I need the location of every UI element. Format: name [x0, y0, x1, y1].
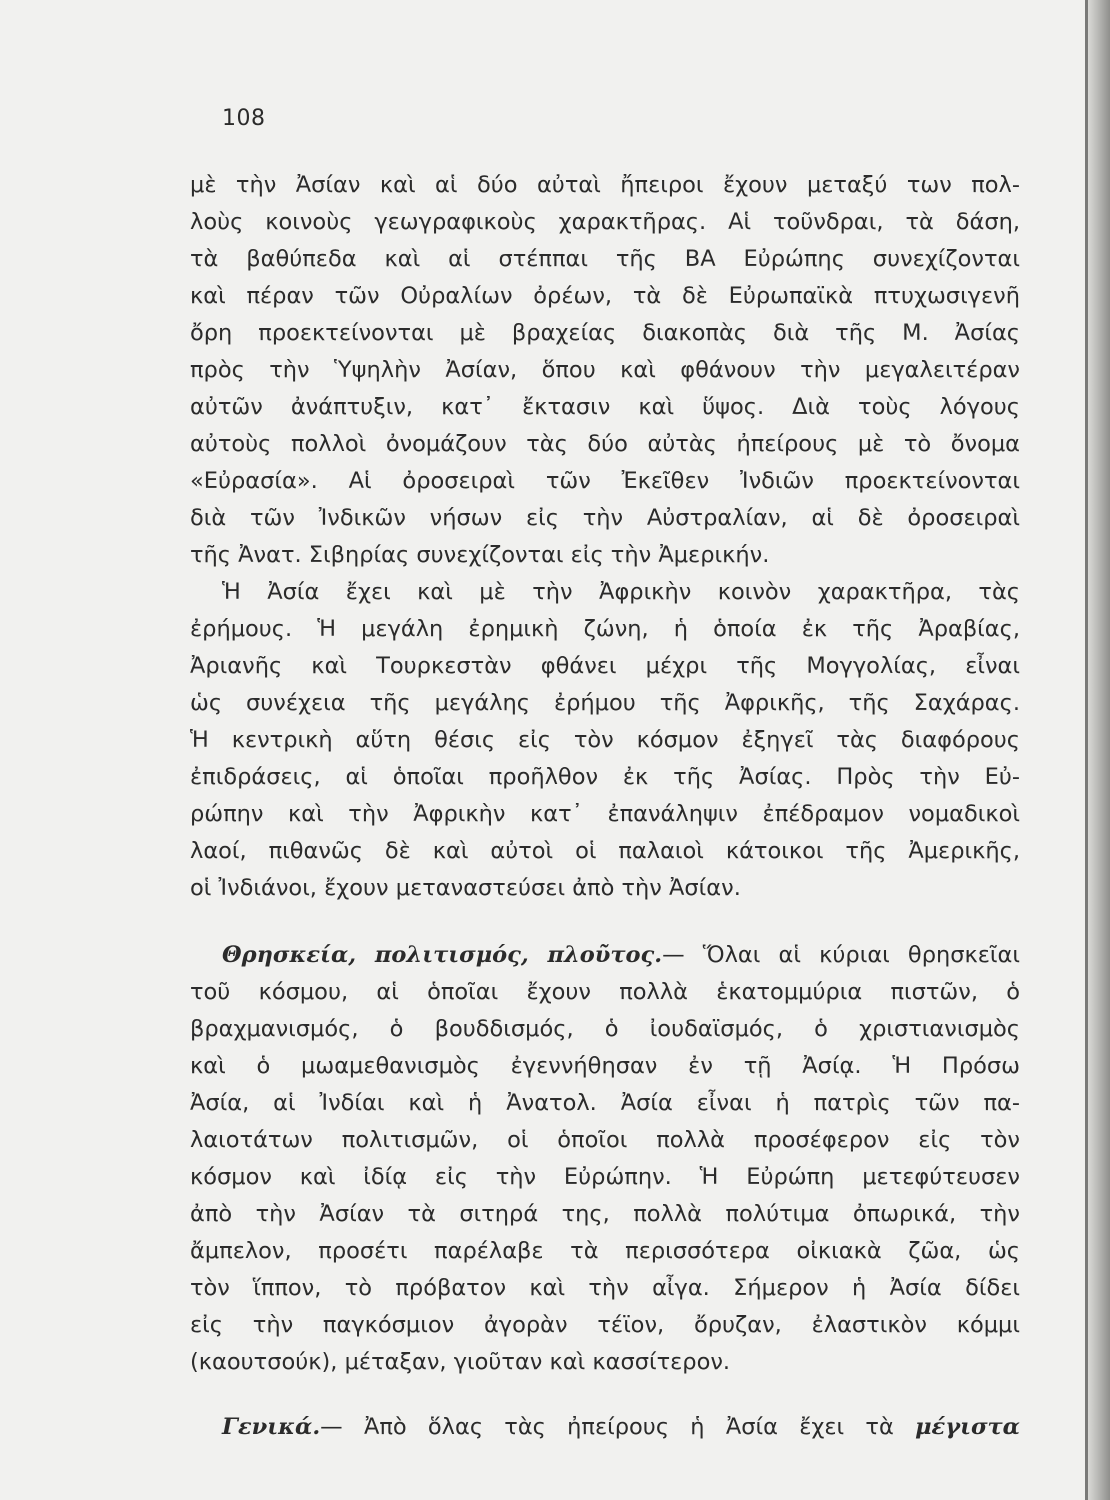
text-line: τῆς Ἀνατ. Σιβηρίας συνεχίζονται εἰς τὴν Ἀμερικήν.	[190, 542, 770, 568]
text-line: οἱ Ἰνδιάνοι, ἔχουν μεταναστεύσει ἀπὸ τὴν Ἀσίαν.	[190, 875, 741, 901]
text-line: (καουτσούκ), μέταξαν, γιοῦταν καὶ κασσίτερον.	[190, 1349, 731, 1375]
text-line: ὡς συνέχεια τῆς μεγάλης ἐρήμου τῆς Ἀφρικῆς, τῆς Σαχάρας.	[190, 690, 1020, 716]
text-line: τοῦ κόσμου, αἱ ὁποῖαι ἔχουν πολλὰ ἑκατομμύρια πιστῶν, ὁ	[190, 979, 1020, 1005]
text-line: καὶ πέραν τῶν Οὐραλίων ὀρέων, τὰ δὲ Εὐρωπαϊκὰ πτυχωσιγενῆ	[190, 283, 1020, 309]
text-span: — Ὅλαι αἱ κύριαι θρησκεῖαι	[662, 942, 1020, 968]
section-heading-general: Γενικά.	[222, 1414, 321, 1440]
text-line: κόσμον καὶ ἰδίᾳ εἰς τὴν Εὐρώπην. Ἡ Εὐρώπη μετεφύτευσεν	[190, 1164, 1020, 1190]
text-span: — Ἀπὸ ὅλας τὰς ἠπείρους ἡ Ἀσία ἔχει τὰ	[320, 1414, 894, 1440]
text-line: ἄμπελον, προσέτι παρέλαβε τὰ περισσότερα οἰκιακὰ ζῶα, ὡς	[190, 1238, 1020, 1264]
text-line: λαοί, πιθανῶς δὲ καὶ αὐτοὶ οἱ παλαιοὶ κάτοικοι τῆς Ἀμερικῆς,	[190, 838, 1020, 864]
text-line: λοὺς κοινοὺς γεωγραφικοὺς χαρακτῆρας. Αἱ τοῦνδραι, τὰ δάση,	[190, 209, 1020, 235]
text-line: ρώπην καὶ τὴν Ἀφρικὴν κατ᾽ ἐπανάληψιν ἐπέδραμον νομαδικοὶ	[190, 801, 1020, 827]
text-line: «Εὐρασία». Αἱ ὀροσειραὶ τῶν Ἐκεῖθεν Ἰνδιῶν προεκτείνονται	[190, 468, 1020, 494]
text-line: εἰς τὴν παγκόσμιον ἀγορὰν τέϊον, ὄρυζαν, ἐλαστικὸν κόμμι	[190, 1312, 1020, 1338]
text-line: λαιοτάτων πολιτισμῶν, οἱ ὁποῖοι πολλὰ προσέφερον εἰς τὸν	[190, 1127, 1020, 1153]
text-line: Ἡ κεντρικὴ αὕτη θέσις εἰς τὸν κόσμον ἐξηγεῖ τὰς διαφόρους	[190, 727, 1020, 753]
text-line: ἐπιδράσεις, αἱ ὁποῖαι προῆλθον ἐκ τῆς Ἀσίας. Πρὸς τὴν Εὐ-	[190, 764, 1020, 790]
section-general-first-line	[190, 1412, 1020, 1443]
text-line: αὐτῶν ἀνάπτυξιν, κατ᾽ ἔκτασιν καὶ ὕψος. Διὰ τοὺς λόγους	[190, 394, 1020, 420]
section-religion-first-line	[190, 940, 1020, 971]
text-line: τὰ βαθύπεδα καὶ αἱ στέππαι τῆς ΒΑ Εὐρώπης συνεχίζονται	[190, 246, 1020, 272]
text-line: βραχμανισμός, ὁ βουδδισμός, ὁ ἰουδαϊσμός, ὁ χριστιανισμὸς	[190, 1016, 1020, 1042]
text-line: πρὸς τὴν Ὑψηλὴν Ἀσίαν, ὅπου καὶ φθάνουν τὴν μεγαλειτέραν	[190, 357, 1020, 383]
book-binding-edge	[1088, 0, 1110, 1500]
text-line: Ἡ Ἀσία ἔχει καὶ μὲ τὴν Ἀφρικὴν κοινὸν χαρακτῆρα, τὰς	[222, 579, 1020, 605]
text-line: ὄρη προεκτείνονται μὲ βραχείας διακοπὰς διὰ τῆς Μ. Ἀσίας	[190, 320, 1020, 346]
text-line: διὰ τῶν Ἰνδικῶν νήσων εἰς τὴν Αὐστραλίαν, αἱ δὲ ὀροσειραὶ	[190, 505, 1020, 531]
page-number: 108	[222, 106, 266, 131]
text-line: αὐτοὺς πολλοὶ ὀνομάζουν τὰς δύο αὐτὰς ἠπείρους μὲ τὸ ὄνομα	[190, 431, 1020, 457]
text-line: Ἀριανῆς καὶ Τουρκεστὰν φθάνει μέχρι τῆς Μογγολίας, εἶναι	[190, 653, 1020, 679]
emphasis-word: μέγιστα	[915, 1414, 1020, 1440]
text-line: Ἀσία, αἱ Ἰνδίαι καὶ ἡ Ἀνατολ. Ἀσία εἶναι ἡ πατρὶς τῶν πα-	[190, 1090, 1020, 1116]
text-line: ἀπὸ τὴν Ἀσίαν τὰ σιτηρά της, πολλὰ πολύτιμα ὀπωρικά, τὴν	[190, 1201, 1020, 1227]
text-line: τὸν ἵππον, τὸ πρόβατον καὶ τὴν αἶγα. Σήμερον ἡ Ἀσία δίδει	[190, 1275, 1020, 1301]
section-heading-religion: Θρησκεία, πολιτισμός, πλοῦτος.	[222, 942, 663, 968]
text-line: ἐρήμους. Ἡ μεγάλη ἐρημικὴ ζώνη, ἡ ὁποία ἐκ τῆς Ἀραβίας,	[190, 616, 1020, 642]
text-line: καὶ ὁ μωαμεθανισμὸς ἐγεννήθησαν ἐν τῇ Ἀσίᾳ. Ἡ Πρόσω	[190, 1053, 1020, 1079]
text-line: μὲ τὴν Ἀσίαν καὶ αἱ δύο αὐταὶ ἤπειροι ἔχουν μεταξύ των πολ-	[190, 172, 1020, 198]
